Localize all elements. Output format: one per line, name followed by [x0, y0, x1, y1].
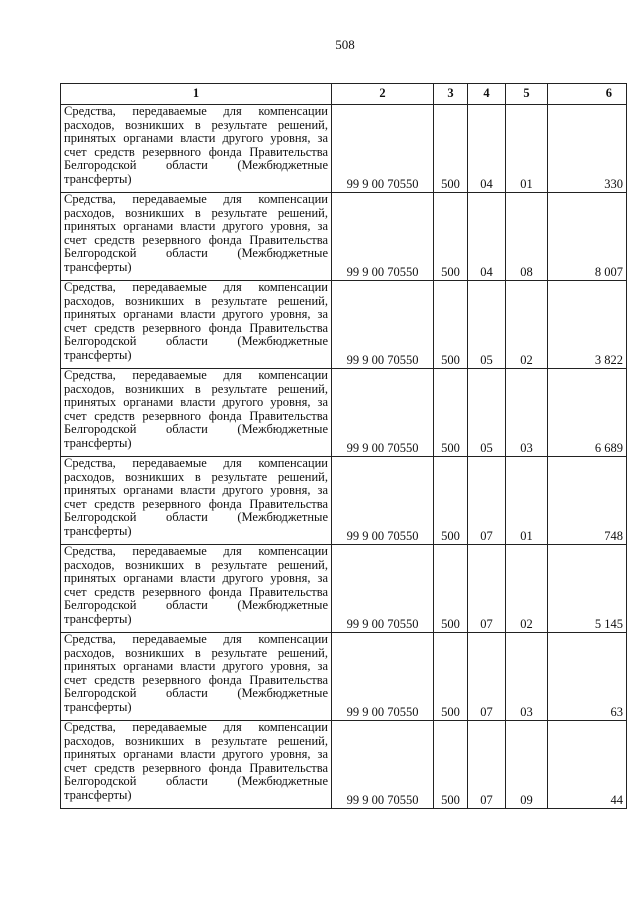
row-target-code: 99 9 00 70550 — [332, 105, 434, 193]
table-row — [61, 281, 627, 369]
row-section: 07 — [468, 545, 506, 633]
row-description: Средства, передаваемые для компенсации расходов, возникших в результате решений, принятых органами власти другого уровня, за счет средств резервного фонда Правительства Белгородской области (Межбюджетные трансферты) — [61, 721, 332, 809]
row-amount: 8 007 — [548, 193, 627, 281]
budget-table — [60, 83, 627, 809]
row-expense-type: 500 — [434, 281, 468, 369]
table-row — [61, 545, 627, 633]
row-description: Средства, передаваемые для компенсации расходов, возникших в результате решений, принятых органами власти другого уровня, за счет средств резервного фонда Правительства Белгородской области (Межбюджетные трансферты) — [61, 457, 332, 545]
row-subsection: 02 — [506, 281, 548, 369]
row-amount: 44 — [548, 721, 627, 809]
row-expense-type: 500 — [434, 457, 468, 545]
row-amount: 63 — [548, 633, 627, 721]
row-section: 04 — [468, 193, 506, 281]
table-row — [61, 369, 627, 457]
row-subsection: 02 — [506, 545, 548, 633]
row-target-code: 99 9 00 70550 — [332, 545, 434, 633]
row-amount: 3 822 — [548, 281, 627, 369]
column-header-6: 6 — [548, 84, 627, 105]
table-header-row — [61, 84, 627, 105]
row-subsection: 01 — [506, 457, 548, 545]
table-row — [61, 193, 627, 281]
row-section: 07 — [468, 457, 506, 545]
row-section: 05 — [468, 281, 506, 369]
row-description: Средства, передаваемые для компенсации расходов, возникших в результате решений, принятых органами власти другого уровня, за счет средств резервного фонда Правительства Белгородской области (Межбюджетные трансферты) — [61, 281, 332, 369]
column-header-5: 5 — [506, 84, 548, 105]
row-target-code: 99 9 00 70550 — [332, 369, 434, 457]
column-header-1: 1 — [61, 84, 332, 105]
row-section: 07 — [468, 721, 506, 809]
row-target-code: 99 9 00 70550 — [332, 457, 434, 545]
row-expense-type: 500 — [434, 369, 468, 457]
row-description: Средства, передаваемые для компенсации расходов, возникших в результате решений, принятых органами власти другого уровня, за счет средств резервного фонда Правительства Белгородской области (Межбюджетные трансферты) — [61, 369, 332, 457]
row-subsection: 03 — [506, 369, 548, 457]
row-section: 05 — [468, 369, 506, 457]
table-row — [61, 633, 627, 721]
row-amount: 330 — [548, 105, 627, 193]
row-expense-type: 500 — [434, 545, 468, 633]
row-expense-type: 500 — [434, 105, 468, 193]
row-section: 07 — [468, 633, 506, 721]
column-header-3: 3 — [434, 84, 468, 105]
row-subsection: 09 — [506, 721, 548, 809]
row-expense-type: 500 — [434, 721, 468, 809]
row-expense-type: 500 — [434, 633, 468, 721]
row-amount: 6 689 — [548, 369, 627, 457]
row-target-code: 99 9 00 70550 — [332, 193, 434, 281]
column-header-2: 2 — [332, 84, 434, 105]
row-subsection: 08 — [506, 193, 548, 281]
row-target-code: 99 9 00 70550 — [332, 721, 434, 809]
table-row — [61, 457, 627, 545]
row-amount: 5 145 — [548, 545, 627, 633]
row-expense-type: 500 — [434, 193, 468, 281]
row-target-code: 99 9 00 70550 — [332, 281, 434, 369]
table-row — [61, 105, 627, 193]
table-row — [61, 721, 627, 809]
page-number: 508 — [335, 37, 355, 52]
column-header-4: 4 — [468, 84, 506, 105]
row-description: Средства, передаваемые для компенсации расходов, возникших в результате решений, принятых органами власти другого уровня, за счет средств резервного фонда Правительства Белгородской области (Межбюджетные трансферты) — [61, 193, 332, 281]
row-description: Средства, передаваемые для компенсации расходов, возникших в результате решений, принятых органами власти другого уровня, за счет средств резервного фонда Правительства Белгородской области (Межбюджетные трансферты) — [61, 545, 332, 633]
row-description: Средства, передаваемые для компенсации расходов, возникших в результате решений, принятых органами власти другого уровня, за счет средств резервного фонда Правительства Белгородской области (Межбюджетные трансферты) — [61, 633, 332, 721]
row-amount: 748 — [548, 457, 627, 545]
row-subsection: 01 — [506, 105, 548, 193]
row-target-code: 99 9 00 70550 — [332, 633, 434, 721]
row-section: 04 — [468, 105, 506, 193]
row-description: Средства, передаваемые для компенсации расходов, возникших в результате решений, принятых органами власти другого уровня, за счет средств резервного фонда Правительства Белгородской области (Межбюджетные трансферты) — [61, 105, 332, 193]
row-subsection: 03 — [506, 633, 548, 721]
